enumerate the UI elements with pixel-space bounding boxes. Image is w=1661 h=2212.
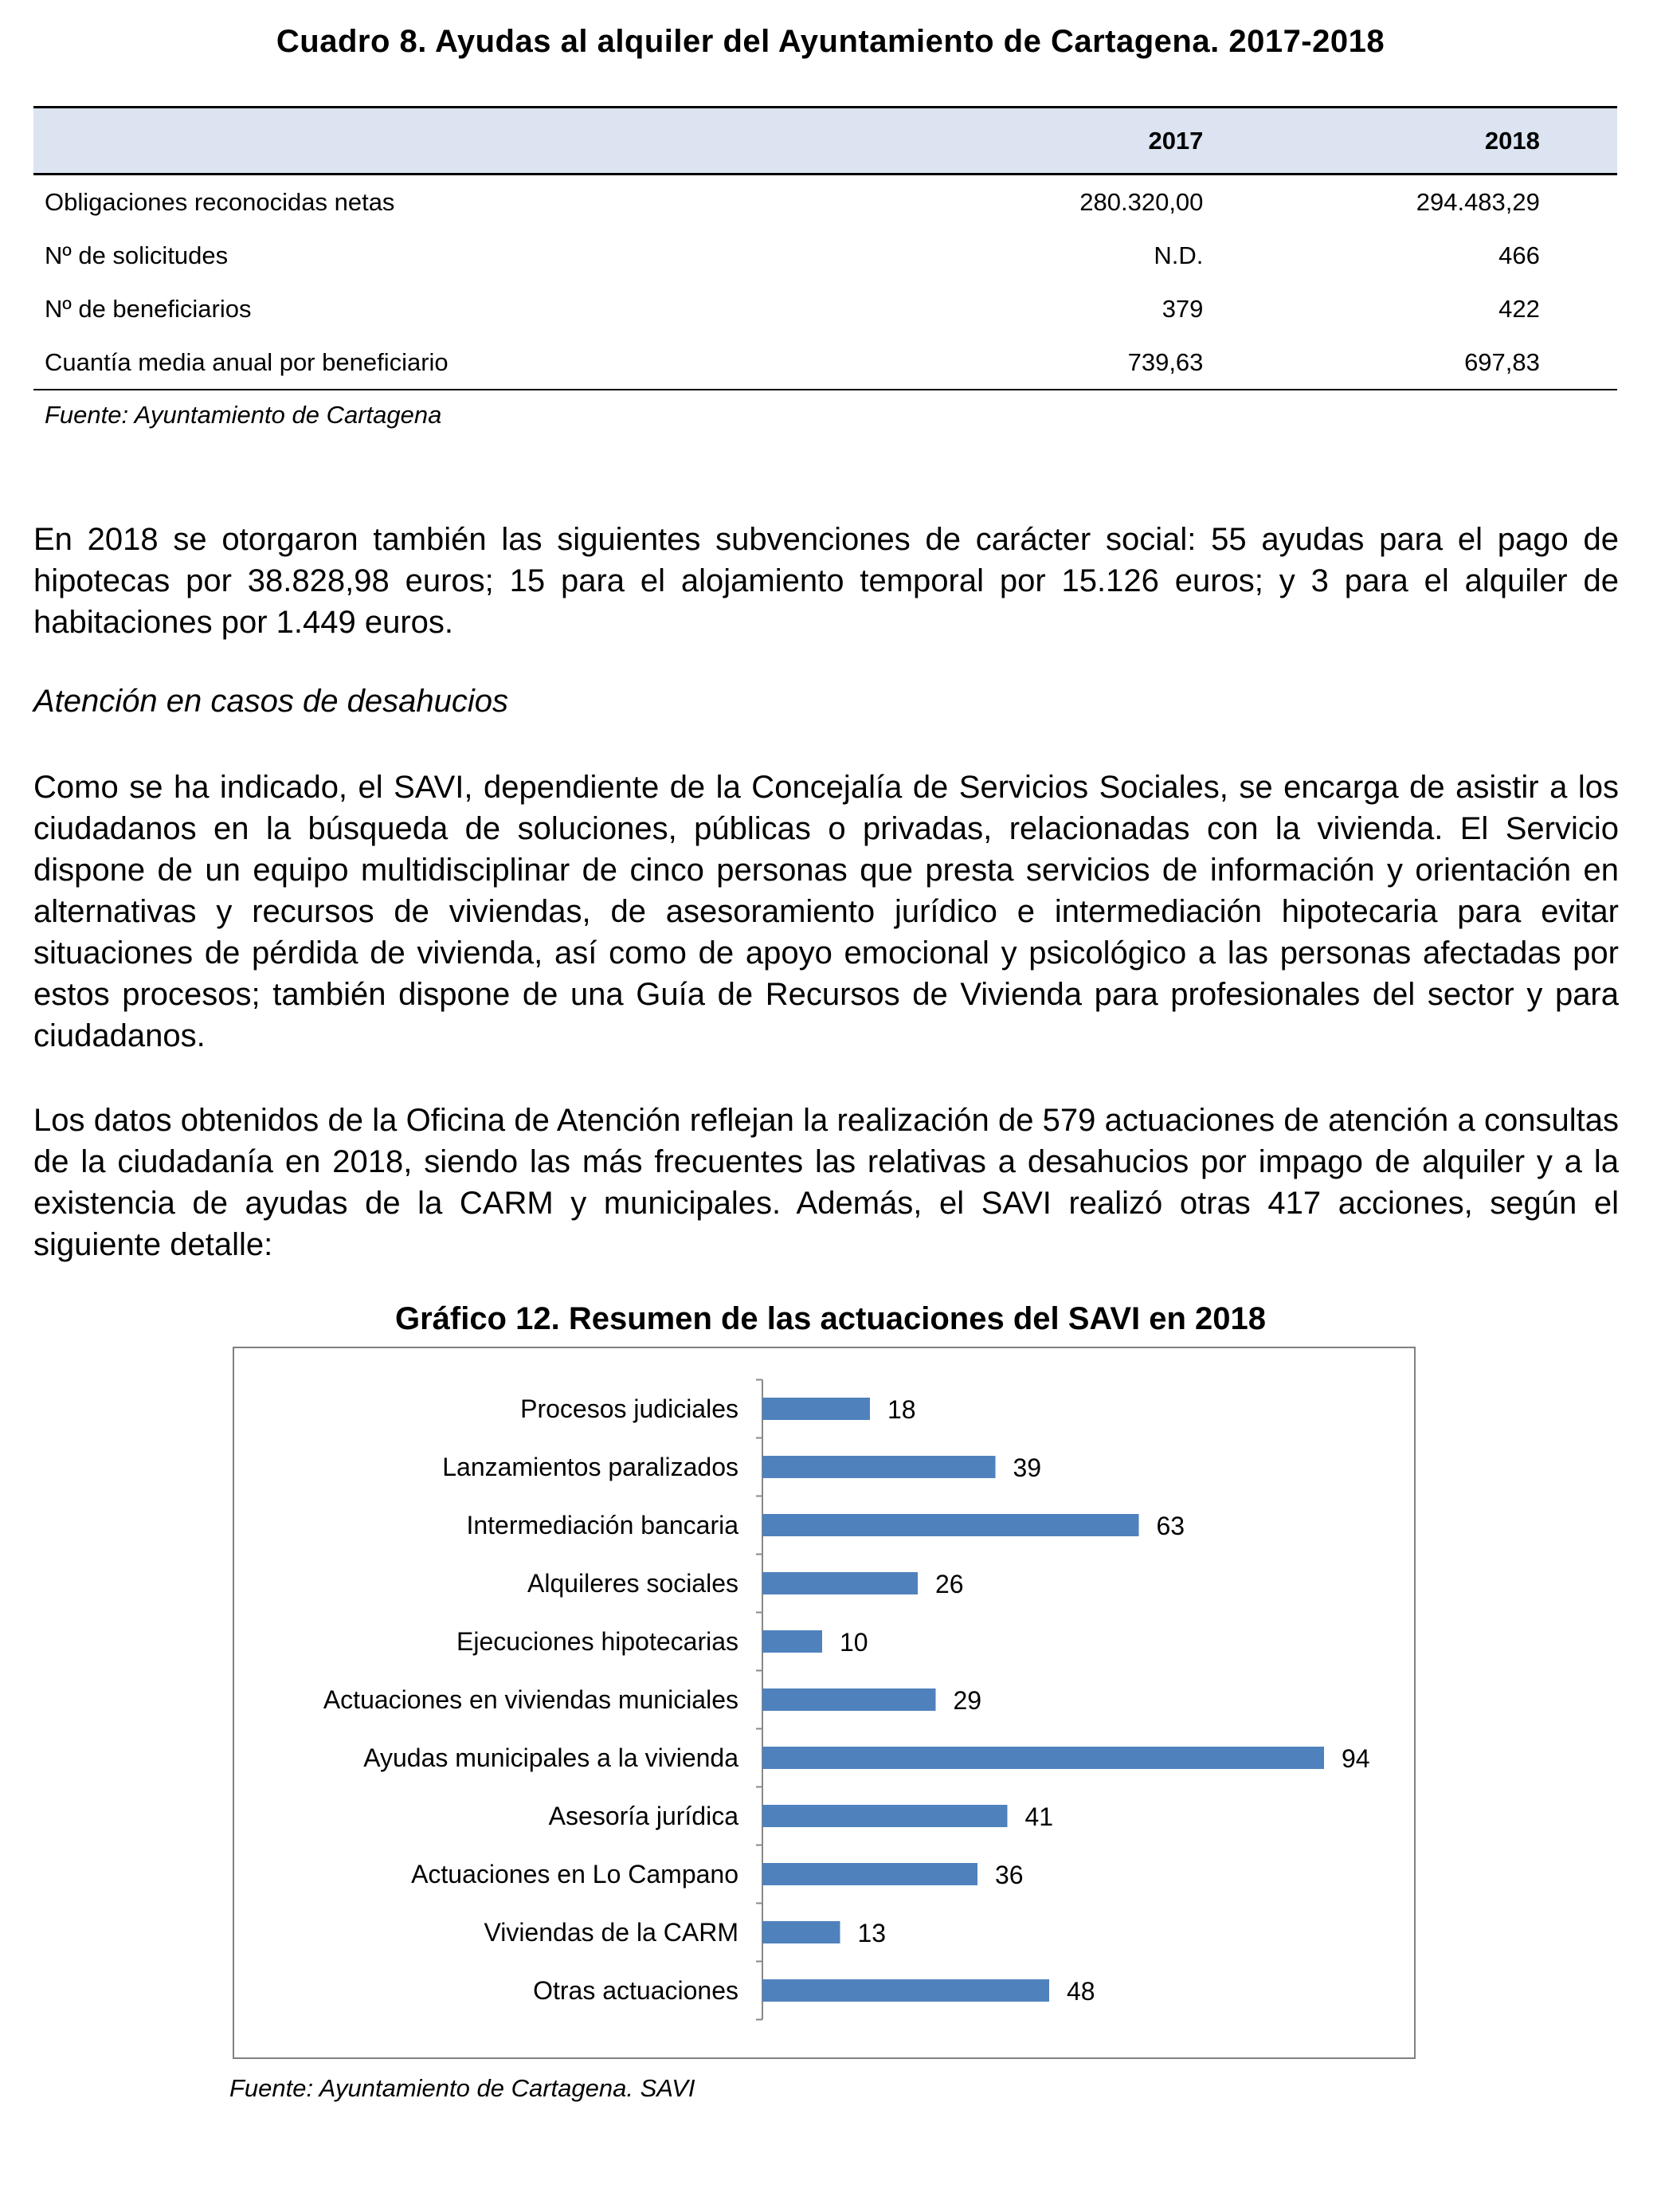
row-label: Cuantía media anual por beneficiario (33, 335, 930, 390)
paragraph-savi: Como se ha indicado, el SAVI, dependiente de la Concejalía de Servicios Sociales, se encarga de asistir a los ciudadanos en la búsqueda de soluciones, públicas o privadas, relacionadas con la vivienda. El Servicio dispone de un equipo multidisciplinar de cinco personas que presta servicios de información y orientación en alternativas y recursos de viviendas, de asesoramiento jurídico e intermediación hipotecaria para evitar situaciones de pérdida de vivienda, así como de apoyo emocional y psicológico a las personas afectadas por estos procesos; también dispone de una Guía de Recursos de Vivienda para profesionales del sector y para ciudadanos. (33, 770, 1619, 1053)
chart-bar (762, 1514, 1139, 1536)
rental-aid-table (33, 106, 1617, 390)
cell-2017: 379 (1162, 294, 1204, 323)
chart-bar (762, 1456, 996, 1478)
chart-bar (762, 1630, 822, 1653)
table-header-row (33, 108, 1617, 175)
chart-bar (762, 1398, 870, 1420)
chart-category-label: Otras actuaciones (533, 1976, 738, 2005)
chart-category-label: Actuaciones en viviendas municiales (323, 1685, 738, 1714)
header-2018: 2018 (1203, 108, 1539, 175)
table-row (33, 175, 1617, 229)
row-label: Nº de beneficiarios (45, 294, 252, 323)
chart-svg (234, 1348, 1417, 2061)
cell-2017: N.D. (1154, 241, 1204, 269)
table-row (33, 335, 1617, 390)
chart-bar (762, 1979, 1049, 2002)
chart-value-label: 10 (840, 1628, 868, 1657)
chart-bar (762, 1572, 918, 1594)
chart-category-label: Actuaciones en Lo Campano (411, 1860, 738, 1888)
chart-bar (762, 1688, 936, 1711)
cell-2018: 422 (1498, 294, 1540, 323)
cell-2017: 280.320,00 (1079, 187, 1204, 216)
table-source: Fuente: Ayuntamiento de Cartagena (45, 401, 442, 429)
section-subheading: Atención en casos de desahucios (33, 684, 508, 719)
table-row (33, 229, 1617, 282)
chart-value-label: 13 (857, 1919, 887, 1947)
header-label (33, 108, 930, 175)
chart-bar (762, 1863, 977, 1885)
chart-value-label: 18 (887, 1395, 916, 1424)
row-label: Obligaciones reconocidas netas (45, 187, 395, 216)
chart-title: Gráfico 12. Resumen de las actuaciones del SAVI en 2018 (394, 1301, 1267, 1336)
chart-value-label: 63 (1156, 1512, 1185, 1540)
chart-value-label: 26 (935, 1570, 964, 1598)
chart-value-label: 36 (995, 1861, 1024, 1889)
chart-value-label: 29 (953, 1686, 982, 1715)
chart-category-label: Procesos judiciales (520, 1394, 738, 1423)
table-row (33, 282, 1617, 335)
chart-value-label: 94 (1342, 1744, 1370, 1773)
chart-category-label: Ejecuciones hipotecarias (456, 1627, 738, 1656)
chart-category-label: Viviendas de la CARM (484, 1918, 738, 1947)
table-title: Cuadro 8. Ayudas al alquiler del Ayuntamiento de Cartagena. 2017-2018 (276, 24, 1385, 59)
chart-category-label: Lanzamientos paralizados (442, 1453, 738, 1481)
cell-2018: 294.483,29 (1416, 187, 1540, 216)
chart-source: Fuente: Ayuntamiento de Cartagena. SAVI (229, 2074, 695, 2102)
chart-bar (762, 1921, 840, 1943)
cell-2017: 739,63 (930, 335, 1203, 390)
cell-2018: 697,83 (1203, 335, 1539, 390)
chart-value-label: 41 (1024, 1802, 1054, 1831)
chart-bar (762, 1805, 1008, 1827)
cell-2018: 466 (1498, 241, 1540, 269)
chart-category-label: Intermediación bancaria (466, 1511, 738, 1539)
chart-value-label: 39 (1013, 1453, 1042, 1482)
row-label: Nº de solicitudes (45, 241, 229, 269)
savi-chart (233, 1347, 1416, 2059)
chart-category-label: Asesoría jurídica (548, 1802, 738, 1830)
header-pad (1540, 108, 1617, 175)
paragraph-actions: Los datos obtenidos de la Oficina de Atención reflejan la realización de 579 actuaciones de atención a consultas de la ciudadanía en 2018, siendo las más frecuentes las relativas a desahucios por impago de alquiler y a la existencia de ayudas de la CARM y municipales. Además, el SAVI realizó otras 417 acciones, según el siguiente detalle: (33, 1103, 1619, 1262)
chart-category-label: Alquileres sociales (527, 1569, 738, 1598)
paragraph-subsidies: En 2018 se otorgaron también las siguientes subvenciones de carácter social: 55 ayudas para el pago de hipotecas por 38.828,98 euros; 15 para el alojamiento temporal por 15.126 euros; y 3 para el alquiler de habitaciones por 1.449 euros. (33, 522, 1619, 640)
chart-bar (762, 1747, 1324, 1769)
header-2017: 2017 (930, 108, 1203, 175)
chart-value-label: 48 (1067, 1977, 1095, 2006)
chart-category-label: Ayudas municipales a la vivienda (363, 1743, 738, 1772)
